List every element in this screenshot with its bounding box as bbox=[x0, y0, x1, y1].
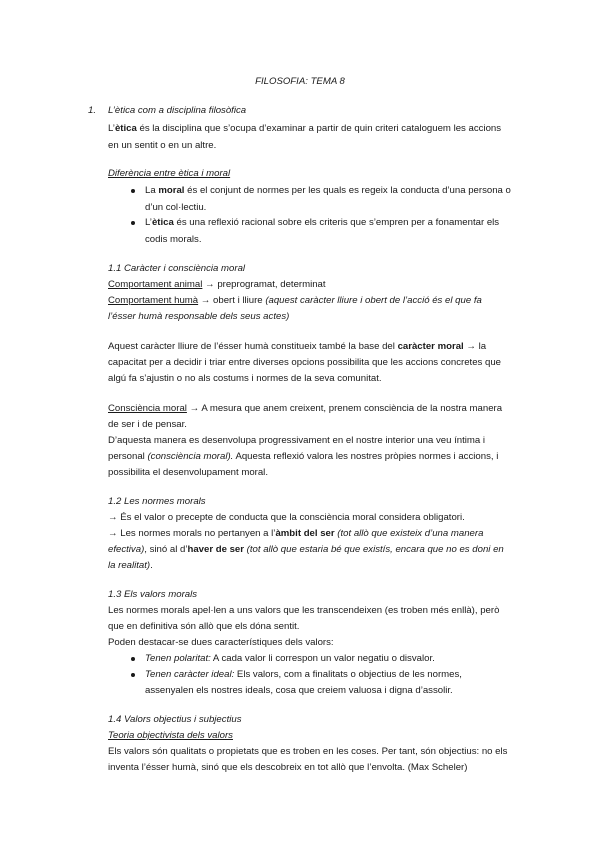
paragraph-line: personal (consciència moral). Aquesta reflexió valora les nostres pròpies normes i accions, i bbox=[108, 451, 499, 462]
section-heading: L’ètica com a disciplina filosòfica bbox=[108, 105, 247, 116]
paragraph-line: possibilita el desenvolupament moral. bbox=[108, 467, 268, 478]
paragraph-line: → És el valor o precepte de conducta que la consciència moral considera obligatori. bbox=[108, 512, 465, 523]
section-heading: 1.2 Les normes morals bbox=[108, 496, 206, 507]
section-heading: 1.1 Caràcter i consciència moral bbox=[108, 263, 246, 274]
paragraph-line: en un sentit o en un altre. bbox=[108, 140, 217, 151]
paragraph-line: Comportament humà → obert i lliure (aquest caràcter lliure i obert de l’acció és el que fa bbox=[108, 295, 482, 306]
document-title: FILOSOFIA: TEMA 8 bbox=[255, 76, 345, 87]
section-heading: 1.4 Valors objectius i subjectius bbox=[108, 714, 242, 725]
paragraph-line: Comportament animal → preprogramat, determinat bbox=[108, 279, 326, 290]
list-item: Tenen caràcter ideal: Els valors, com a finalitats o objectius de les normes, bbox=[145, 669, 462, 680]
bullet-icon bbox=[131, 221, 135, 225]
paragraph-line: Aquest caràcter lliure de l’ésser humà constitueix també la base del caràcter moral → la bbox=[108, 341, 487, 352]
subheading: Diferència entre ètica i moral bbox=[108, 168, 231, 179]
paragraph-line: l’ésser humà responsable dels seus actes) bbox=[108, 311, 290, 322]
subheading: Teoria objectivista dels valors bbox=[108, 730, 233, 741]
paragraph-line: capacitat per a decidir i triar entre diverses opcions possibilita que les accions concretes que bbox=[108, 357, 502, 368]
paragraph-line: L’ètica és la disciplina que s’ocupa d’examinar a partir de quin criteri cataloguem les accions bbox=[108, 123, 502, 134]
bullet-icon bbox=[131, 673, 135, 677]
bullet-icon bbox=[131, 657, 135, 661]
section-number: 1. bbox=[88, 105, 97, 116]
paragraph-line: que en definitiva són allò que els dóna sentit. bbox=[108, 621, 300, 632]
section-heading: 1.3 Els valors morals bbox=[108, 589, 198, 600]
paragraph-line: → Les normes morals no pertanyen a l’àmbit del ser (tot allò que existeix d’una manera bbox=[108, 528, 484, 539]
paragraph-line: Consciència moral → A mesura que anem creixent, prenem consciència de la nostra manera bbox=[108, 403, 503, 414]
paragraph-line: de ser i de pensar. bbox=[108, 419, 187, 430]
list-item-continuation: assenyalen els nostres ideals, cosa que creiem valuosa i digna d’assolir. bbox=[145, 685, 453, 696]
list-item: Tenen polaritat: A cada valor li correspon un valor negatiu o disvalor. bbox=[145, 653, 435, 664]
bullet-icon bbox=[131, 189, 135, 193]
list-item-continuation: d’un col·lectiu. bbox=[145, 202, 207, 213]
paragraph-line: D’aquesta manera es desenvolupa progressivament en el nostre interior una veu íntima i bbox=[108, 435, 486, 446]
paragraph-line: la realitat). bbox=[108, 560, 153, 571]
list-item: La moral és el conjunt de normes per les quals es regeix la conducta d’una persona o bbox=[145, 185, 511, 196]
paragraph-line: inventa l’ésser humà, sinó que els descobreix en tot allò que l’envolta. (Max Scheler) bbox=[108, 762, 468, 773]
paragraph-line: algú fa s’ajustin o no als costums i normes de la seva comunitat. bbox=[108, 373, 382, 384]
paragraph-line: Els valors són qualitats o propietats que es troben en les coses. Per tant, són objectius: no els bbox=[108, 746, 508, 757]
paragraph-line: Les normes morals apel·len a uns valors que les transcendeixen (es troben més enllà), però bbox=[108, 605, 500, 616]
paragraph-line: efectiva), sinó al d’haver de ser (tot allò que estaria bé que existís, encara que no es doni en bbox=[108, 544, 504, 555]
list-item: L’ètica és una reflexió racional sobre els criteris que s’empren per a fonamentar els bbox=[145, 217, 500, 228]
paragraph-line: Poden destacar-se dues característiques dels valors: bbox=[108, 637, 334, 648]
list-item-continuation: codis morals. bbox=[145, 234, 202, 245]
